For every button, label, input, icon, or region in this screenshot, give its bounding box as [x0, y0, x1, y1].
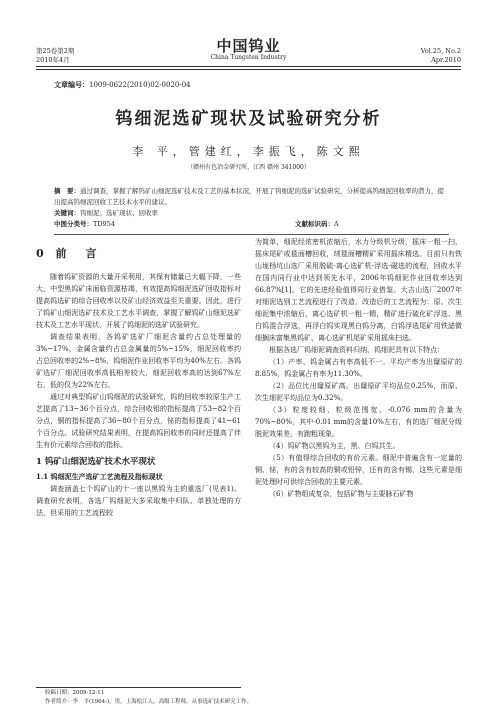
- list-item: （2）品位比出窿原矿高。出窿原矿平均品位0.25%，而原、次生细泥平均品位为0.32%。: [255, 382, 462, 402]
- abstract: [54, 186, 449, 207]
- abstract-text: 通过调查，掌握了解钨矿山细泥选矿技术及工艺的基本状况，开展了钨细泥的选矿试验研究，分析提高钨细泥回收率的潜力，提出提高钨细泥回收工艺技术水平的建议。: [54, 187, 444, 206]
- list-item: （1）产率、钨金属占有率高低不一。平均产率为出窿原矿的8.85%，钨金属占有率为11.30%。: [255, 358, 462, 378]
- list-item: （5）有值得综合回收的有价元素。细泥中普遍含有一定量的铜、铋，有的含有较高的铜或铅锌，还有的含有锡，这些元素是细泥处理时可供综合回收的主要元素。: [255, 454, 462, 486]
- journal-logo: 中国钨业: [216, 37, 281, 55]
- header-rule: [36, 66, 461, 67]
- paragraph: 调查涵盖七个钨矿山的十一座以黑钨为主的重选厂(见表1)。调查研究表明，各选厂钨细泥大多采取集中归队、单独处理的方法，但采用的工艺流程较: [36, 485, 241, 517]
- list-item: （6）矿物组成复杂，包括矿物与主要脉石矿物: [269, 490, 414, 498]
- abstract-rule: [54, 234, 449, 235]
- volume-cn: 第25卷第2期: [36, 47, 75, 55]
- paragraph: 调查结果表明，各钨矿选矿厂细泥含量约占总处理量的3%~17%，金属含量约占总金属量的5%~15%，细泥回收率约占总回收率的2%~8%，钨细泥作业回收率平均为40%左右。各钨矿选矿厂细泥回收率高低相差较大，细泥回收率高的达到67%左右，低的仅为22%左右。: [36, 333, 241, 389]
- section-heading-1: 1 钨矿山细泥选矿技术水平现状: [36, 457, 156, 467]
- paragraph: 通过对典型钨矿山钨细泥的试验研究，钨的回收率较原生产工艺提高了13~36个百分点，综合回收钼的指标提高了53~82个百分点，铜的指标提高了36~80个百分点，铋的指标提高了41~61个百分点。试验研究结果表明，在提高钨回收率的同时还提高了伴生有价元素综合回收的指标。: [36, 393, 241, 449]
- article-number-value: 1009-0622(2010)02-0020-04: [89, 81, 191, 89]
- date-cn: 2010年4月: [36, 56, 70, 64]
- paragraph: 随着钨矿资源的大量开采利用，其保有储量已大幅下降，一些大、中型黑钨矿床面临资源枯竭，有效提高钨细泥选矿回收指标对提高钨选矿的综合回收率以及矿山经济效益至关重要。因此，进行了钨矿山细泥选矿技术及工艺水平调查，掌握了解钨矿山细泥选矿技术及工艺水平现状，开展了钨细泥的选矿试验研究。: [36, 273, 241, 329]
- affiliation: （赣州有色冶金研究所，江西 赣州 341000）: [187, 164, 310, 171]
- right-column: [255, 236, 462, 500]
- keywords-text: 钨细泥；选矿现状；回收率: [80, 209, 158, 217]
- abstract-label: 摘 要：: [54, 187, 80, 195]
- left-column: [36, 236, 241, 519]
- list-item: （3）粒度较细，粒级范围宽。-0.076 mm的含量为70%~80%，其中-0.01 mm的含量10%左右，有的选厂细泥分级脱泥效果差，有跑粗现象。: [255, 406, 462, 438]
- footnote-received: 收稿日期：2009-12-11: [45, 690, 105, 696]
- subsection-heading-1-1: 1.1 钨细泥生产选矿工艺流程及指标现状: [36, 472, 163, 481]
- date-en: Apr.2010: [431, 56, 461, 64]
- list-item: （4）钨矿物以黑钨为主，黑、白钨共生。: [269, 442, 400, 450]
- footnote-author-bio: 作者简介：李 平(1964-)，男，上海松江人，高级工程师，从事选矿技术研究工作。: [45, 699, 253, 705]
- volume-en: Vol.25, No.2: [420, 47, 461, 55]
- keywords-label: 关键词：: [54, 209, 80, 217]
- journal-name-en: China Tungsten Industry: [210, 54, 287, 61]
- section-heading-intro: 0 前 言: [36, 247, 101, 260]
- article-number-label: 文章编号：: [54, 80, 89, 89]
- keywords: [54, 208, 449, 219]
- authors: 李 平，管建红，李振飞，陈文熙: [132, 145, 365, 158]
- paragraph: 根据各选厂钨细泥调查资料归纳，钨细泥具有以下特点：: [269, 346, 444, 354]
- paragraph: 为简单，细泥经浓密机浓缩后，水力分级机分级，摇床一粗一扫，摇床尾矿或毯面槽回收，绒毯面槽精矿采用摇床精选。目前只有铁山垅杨坑山选厂采用脱硫-离心选矿机-浮选-磁选的流程，回收水平在国内同行业中达到领先水平，2006年钨细泥作业回收率达到66.87%[1]。它的先进经验值得同行业借鉴。大吉山选厂2007年对细泥选别工艺流程进行了改造，改造后的工艺流程为：原、次生细泥集中浓缩后，离心选矿机一粗一精，精矿进行硫化矿浮选、黑白钨混合浮选，再浮白钨实现黑白钨分离，白钨浮选尾矿用铁滤微细搁床富集黑钨矿，离心选矿机尾矿采用摇床扫选。: [255, 238, 462, 342]
- clc-label: 中图分类号：: [54, 220, 93, 228]
- footnote-rule: [36, 687, 241, 688]
- paper-title: 钨细泥选矿现状及试验研究分析: [115, 109, 382, 129]
- article-number: [54, 80, 191, 90]
- clc-number: [54, 219, 449, 230]
- clc-value: TD954: [93, 220, 115, 228]
- header-volume-en: [421, 47, 461, 65]
- document-code: [295, 219, 339, 228]
- doc-code-value: A: [334, 220, 339, 228]
- doc-code-label: 文献标识码：: [295, 220, 334, 228]
- header-rule-thin: [36, 69, 461, 70]
